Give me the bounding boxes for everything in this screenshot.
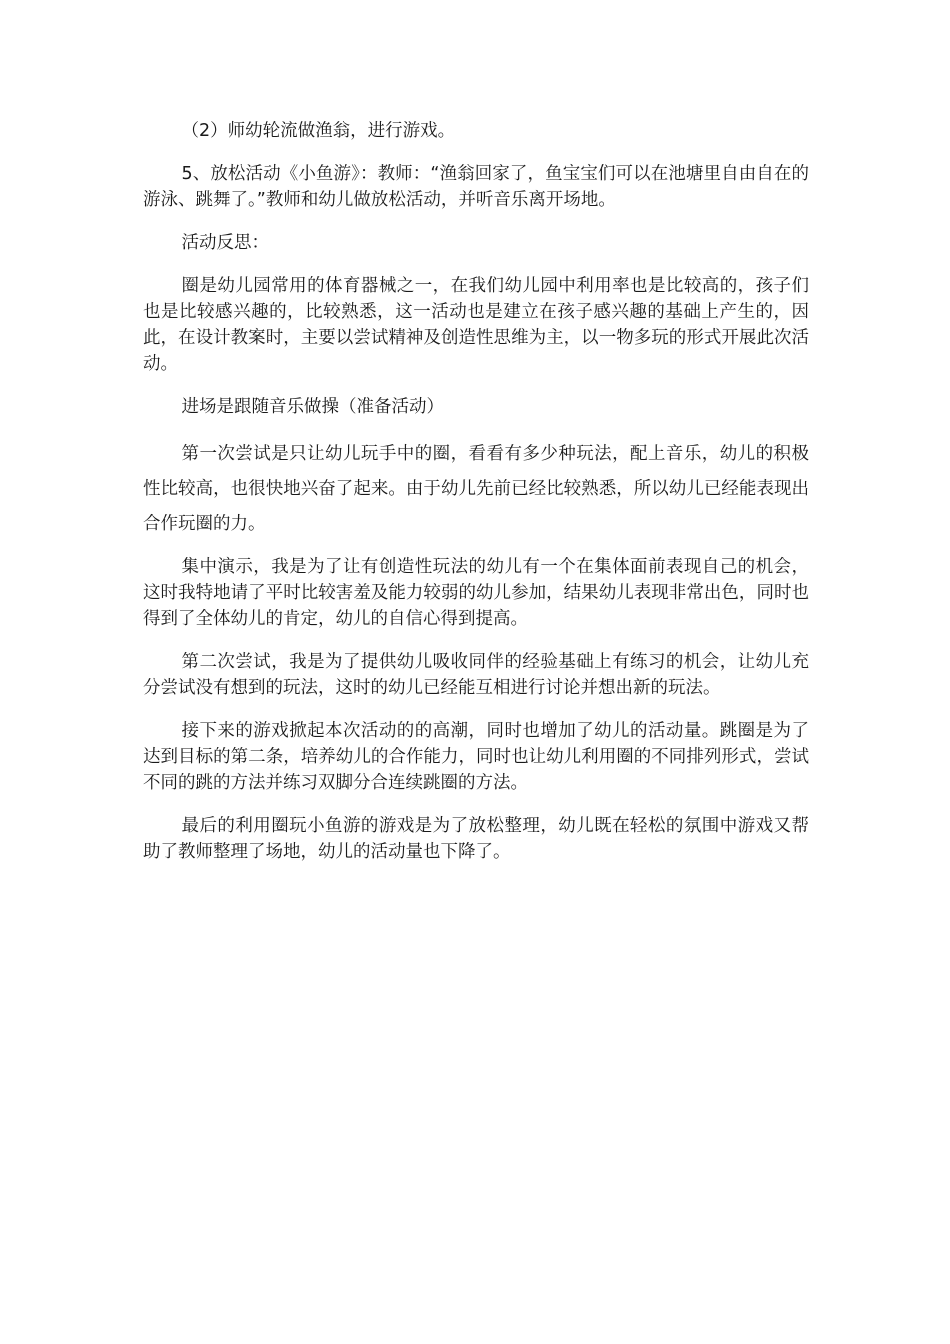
paragraph-reflection-intro: 圈是幼儿园常用的体育器械之一，在我们幼儿园中利用率也是比较高的，孩子们也是比较感兴趣的，比较熟悉，这一活动也是建立在孩子感兴趣的基础上产生的，因此，在设计教案时，主要以尝试精神及创造性思维为主，以一物多玩的形式开展此次活动。 — [143, 276, 809, 374]
paragraph-second-attempt: 第二次尝试，我是为了提供幼儿吸收同伴的经验基础上有练习的机会，让幼儿充分尝试没有想到的玩法，这时的幼儿已经能互相进行讨论并想出新的玩法。 — [143, 652, 809, 698]
paragraph-final-game: 最后的利用圈玩小鱼游的游戏是为了放松整理，幼儿既在轻松的氛围中游戏又帮助了教师整理了场地，幼儿的活动量也下降了。 — [143, 816, 809, 862]
paragraph-first-attempt: 第一次尝试是只让幼儿玩手中的圈，看看有多少种玩法，配上音乐，幼儿的积极 性比较高，也很快地兴奋了起来。由于幼儿先前已经比较熟悉，所以幼儿已经能表现出合作玩圈的力。 — [143, 444, 809, 534]
document-body — [143, 118, 809, 882]
paragraph-climax-game: 接下来的游戏掀起本次活动的的高潮，同时也增加了幼儿的活动量。跳圈是为了达到目标的第二条，培养幼儿的合作能力，同时也让幼儿利用圈的不同排列形式，尝试不同的跳的方法并练习双脚分合连续跳圈的方法。 — [143, 721, 809, 793]
paragraph-game-rotation: （2）师幼轮流做渔翁，进行游戏。 — [181, 121, 456, 141]
paragraph-reflection-heading: 活动反思： — [181, 233, 269, 253]
paragraph-demonstration: 集中演示，我是为了让有创造性玩法的幼儿有一个在集体面前表现自己的机会，这时我特地请了平时比较害羞及能力较弱的幼儿参加，结果幼儿表现非常出色，同时也得到了全体幼儿的肯定，幼儿的自信心得到提高。 — [143, 557, 809, 629]
paragraph-warmup: 进场是跟随音乐做操（准备活动） — [181, 397, 444, 417]
paragraph-relax-activity: 5、放松活动《小鱼游》：教师：“渔翁回家了，鱼宝宝们可以在池塘里自由自在的游泳、跳舞了。”教师和幼儿做放松活动，并听音乐离开场地。 — [143, 164, 809, 210]
